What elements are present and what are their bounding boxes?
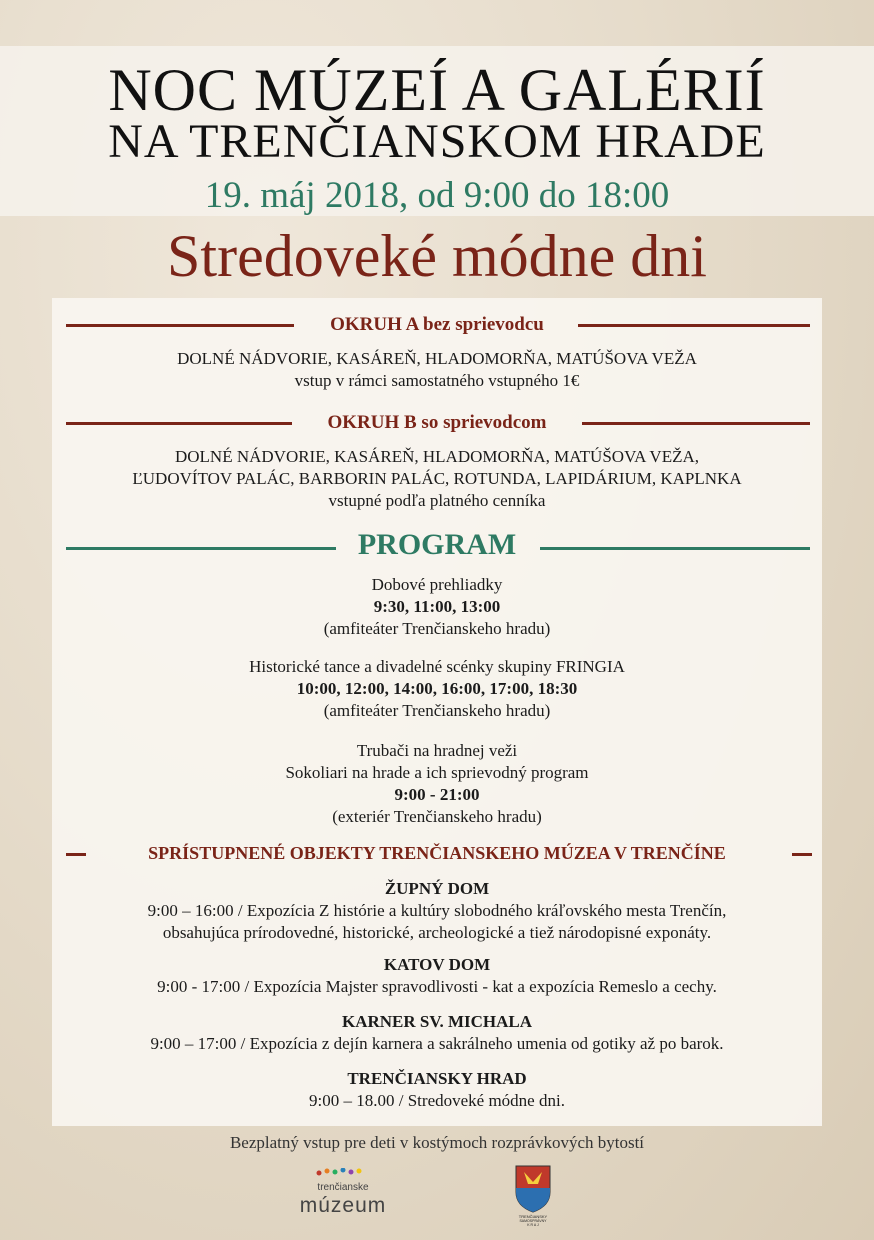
program-item-title: Dobové prehliadky [371,575,503,594]
okruh-a-note: vstup v rámci samostatného vstupného 1€ [294,371,580,390]
program-item-times: 10:00, 12:00, 14:00, 16:00, 17:00, 18:30 [296,679,578,698]
object-item [52,954,822,998]
logo-kraj-text-2: SAMOSPRÁVNY [519,1219,547,1223]
program-item [52,740,822,828]
object-line: 9:00 – 18.00 / Stredoveké módne dni. [309,1091,565,1110]
program-item-place: (amfiteáter Trenčianskeho hradu) [323,619,551,638]
program-item-title: Trubači na hradnej veži [356,741,518,760]
logo-museum-top: trenčianske [317,1182,369,1193]
program-item-place: (exteriér Trenčianskeho hradu) [332,807,542,826]
object-line: 9:00 – 16:00 / Expozícia Z histórie a kultúry slobodného kráľovského mesta Trenčín, [147,901,727,920]
okruh-b-places-1: DOLNÉ NÁDVORIE, KASÁREŇ, HLADOMORŇA, MATÚŠOVA VEŽA, [174,447,700,466]
objects-heading: SPRÍSTUPNENÉ OBJEKTY TRENČIANSKEHO MÚZEA V TRENČÍNE [148,843,726,863]
footer-note: Bezplatný vstup pre deti v kostýmoch rozprávkových bytostí [229,1133,645,1152]
okruh-a-block [52,348,822,392]
okruh-b-block [52,446,822,512]
object-line: 9:00 - 17:00 / Expozícia Majster spravodlivosti - kat a expozícia Remeslo a cechy. [157,977,717,996]
object-line: 9:00 – 17:00 / Expozícia z dejín karnera a sakrálneho umenia od gotiky až po barok. [150,1034,724,1053]
logo-kraj-text-3: K R A J [527,1223,539,1226]
program-item-title-2: Sokoliari na hrade a ich sprievodný program [285,763,589,782]
program-item [52,656,822,722]
object-line-2: obsahujúca prírodovedné, historické, archeologické a tiež národopisné exponáty. [162,923,712,942]
okruh-b-places-2: ĽUDOVÍTOV PALÁC, BARBORIN PALÁC, ROTUNDA, LAPIDÁRIUM, KAPLNKA [132,469,742,488]
object-name: TRENČIANSKY HRAD [347,1069,527,1088]
logo-kraj-text-1: TRENČIANSKY [518,1214,548,1219]
program-item-times: 9:30, 11:00, 13:00 [373,597,501,616]
program-heading: PROGRAM [357,528,517,561]
object-name: KATOV DOM [383,955,491,974]
object-name: KARNER SV. MICHALA [341,1012,532,1031]
object-item [52,1068,822,1112]
tsk-coat-of-arms-logo [508,1162,558,1226]
program-item-title: Historické tance a divadelné scénky skupiny FRINGIA [249,657,625,676]
trencianske-muzeum-logo [283,1168,403,1218]
object-name: ŽUPNÝ DOM [384,879,490,898]
okruh-a-places: DOLNÉ NÁDVORIE, KASÁREŇ, HLADOMORŇA, MATÚŠOVA VEŽA [177,349,697,368]
okruh-b-heading: OKRUH B so sprievodcom [327,412,547,433]
logo-museum-bottom: múzeum [299,1194,387,1217]
program-item [52,574,822,640]
page-title-line1: NOC MÚZEÍ A GALÉRIÍ [108,57,766,123]
okruh-b-note: vstupné podľa platného cenníka [328,491,546,510]
event-subtitle: Stredoveké módne dni [167,223,707,289]
object-item [52,1011,822,1055]
okruh-a-heading: OKRUH A bez sprievodcu [330,314,544,335]
program-item-times: 9:00 - 21:00 [394,785,480,804]
object-item [52,878,822,944]
page-title-line2: NA TRENČIANSKOM HRADE [108,115,766,168]
program-item-place: (amfiteáter Trenčianskeho hradu) [323,701,551,720]
event-date: 19. máj 2018, od 9:00 do 18:00 [204,175,670,216]
